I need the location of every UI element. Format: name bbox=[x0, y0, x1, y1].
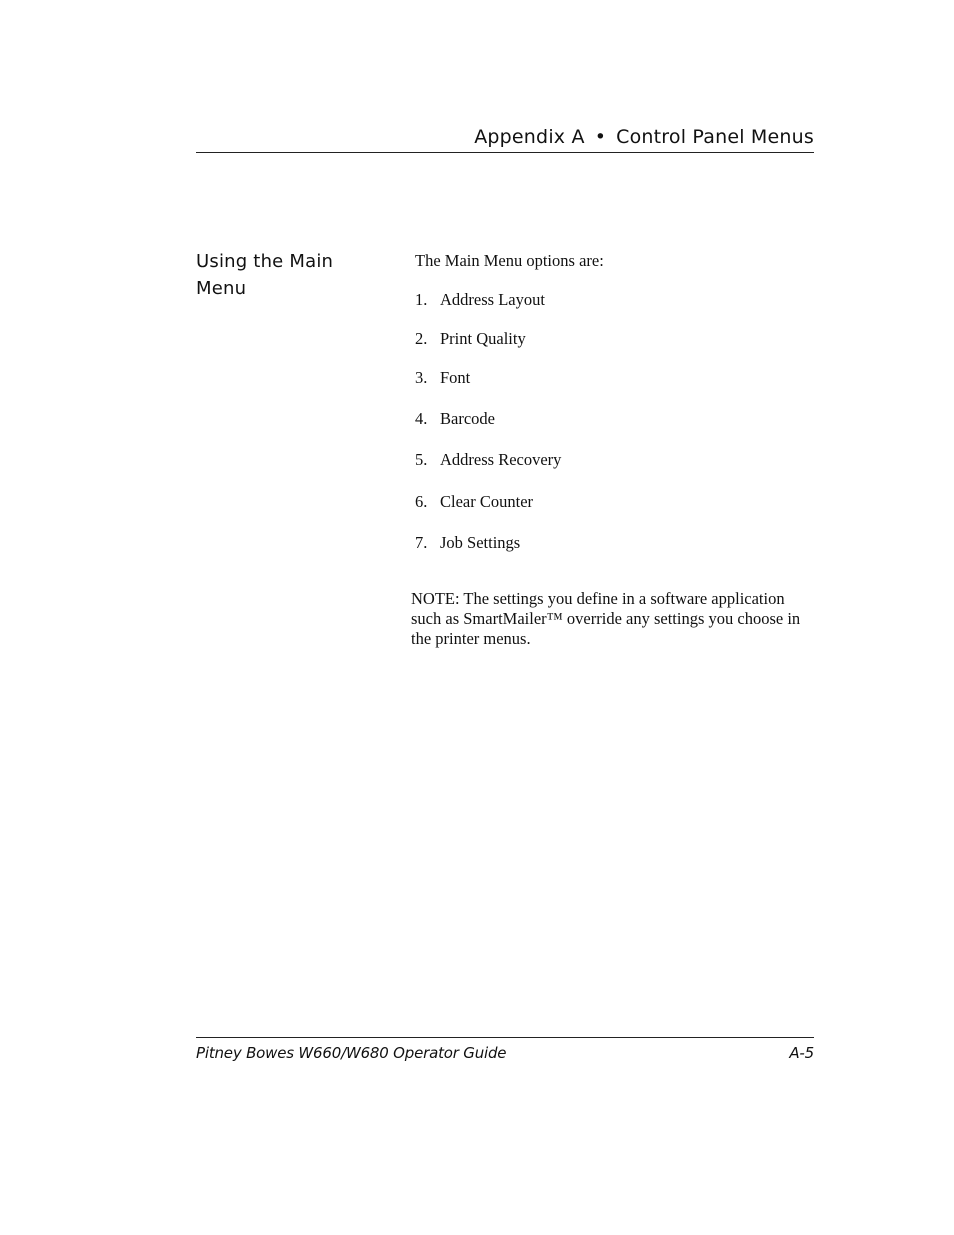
list-item-label: Address Layout bbox=[440, 290, 545, 309]
list-item-number: 5. bbox=[415, 450, 428, 469]
intro-text: The Main Menu options are: bbox=[415, 251, 604, 270]
list-item-label: Clear Counter bbox=[440, 492, 534, 511]
page-header bbox=[196, 124, 814, 153]
note-paragraph: NOTE: The settings you define in a software application such as SmartMailer™ override any settings you choose in the printer menus. bbox=[411, 589, 801, 648]
header-section: Appendix A bbox=[474, 126, 585, 148]
list-item-number: 6. bbox=[415, 492, 428, 511]
header-chapter: Control Panel Menus bbox=[616, 126, 814, 148]
list-item-number: 4. bbox=[415, 409, 428, 428]
footer-page-number: A-5 bbox=[789, 1044, 814, 1062]
header-separator: • bbox=[594, 126, 607, 148]
list-item-label: Barcode bbox=[440, 409, 495, 428]
section-heading-line2: Menu bbox=[196, 278, 247, 299]
list-item-label: Job Settings bbox=[440, 533, 521, 552]
list-item bbox=[415, 449, 561, 471]
list-item bbox=[415, 289, 545, 311]
page-footer bbox=[196, 1037, 814, 1063]
list-item-label: Font bbox=[440, 368, 471, 387]
list-item bbox=[415, 367, 470, 389]
list-item-number: 2. bbox=[415, 329, 428, 348]
list-item-number: 1. bbox=[415, 290, 428, 309]
list-item bbox=[415, 408, 495, 430]
section-heading bbox=[196, 248, 376, 302]
list-item bbox=[415, 532, 520, 554]
section-heading-line1: Using the Main bbox=[196, 251, 334, 272]
list-item-label: Address Recovery bbox=[440, 450, 562, 469]
list-item-label: Print Quality bbox=[440, 329, 526, 348]
footer-title: Pitney Bowes W660/W680 Operator Guide bbox=[196, 1044, 507, 1062]
list-item bbox=[415, 328, 526, 350]
list-item bbox=[415, 491, 533, 513]
list-item-number: 7. bbox=[415, 533, 428, 552]
list-item-number: 3. bbox=[415, 368, 428, 387]
